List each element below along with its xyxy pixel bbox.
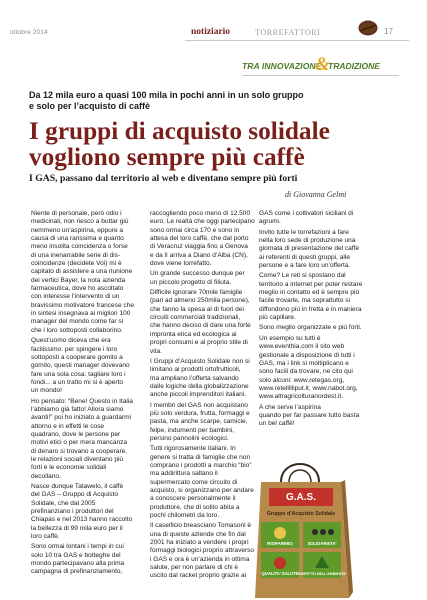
body-line: medicinali, non riesco a buttar giù (31, 218, 129, 226)
body-line: Un grande successo dunque per (150, 270, 245, 278)
body-line: solo 10 tra GAS e botteghe del (31, 551, 121, 559)
issue-date: ottobre 2014 (10, 29, 48, 36)
body-line: GAS come i coltivatori siciliani di (259, 210, 354, 217)
body-line: manager del mondo come far sì (31, 318, 124, 326)
body-line: www.altragricolturanordest.it. (259, 393, 344, 401)
body-line: di denaro si trovano a cooperare, (31, 447, 128, 455)
body-line: Tutti rigorosamente italiani. In (150, 445, 236, 453)
body-line: supermercato come circuito di (150, 478, 238, 486)
body-line: GAS, ma i link si moltiplicano e (259, 359, 349, 367)
kicker-line: Da 12 mila euro a quasi 100 mila in pochi anni in un solo gruppo (29, 90, 304, 100)
body-line: sono ormai circa 170 e sono in (150, 226, 240, 234)
body-line: fare una sola cosa: tagliare loro i (31, 370, 126, 378)
body-line: limitano ai prodotti ortofrutticoli, (150, 366, 241, 374)
body-line: un bel caffè! (259, 420, 295, 428)
body-line: mondo partecipavano alla prima (31, 560, 125, 568)
page-number: 17 (384, 27, 393, 36)
body-line: che fanno la spesa al di fuori dei (150, 305, 244, 313)
body-line: impronta etica ed ecologica ai (150, 330, 237, 338)
body-line: che i loro sottoposti collaborino. (31, 326, 123, 334)
body-line: prefinanziano i produttori del (31, 508, 114, 516)
body-line: motivi etici o per mera mancanza (31, 439, 128, 447)
body-line: pochi chilometri da loro. (150, 512, 220, 520)
body-line: di una inenarrabile serie di dis- (31, 251, 121, 259)
body-line: una di queste aziende che fin dal (150, 530, 246, 538)
body-line: un mondo! (31, 387, 62, 395)
body-line: Invito tutte le torrefazioni a fare (259, 228, 349, 236)
body-line: diffondono più in fretta e in maniera (259, 305, 362, 313)
body-line: ai referenti di questi gruppi, alle (259, 253, 350, 261)
body-line: produttore, che di solito abita a (150, 503, 240, 511)
body-line: giornata di presentazione del caffè (259, 245, 359, 253)
header-divider (185, 40, 409, 41)
body-line: con interesse l’intervento di un (31, 293, 120, 301)
body-paragraph (31, 543, 147, 576)
body-line: agrumi. (259, 218, 281, 226)
body-line: avanti!” poi ho iniziato a guardarmi (31, 414, 132, 422)
bag-subtitle: Gruppo d’Acquisto Solidale (266, 511, 336, 517)
body-line: attesa del loro caffè, che dal porto (150, 235, 249, 243)
body-paragraph (31, 210, 147, 335)
body-line: Come? Le reti si spostano dal (259, 272, 346, 280)
section-label-left: TRA INNOVAZIONE (242, 61, 322, 71)
body-paragraph (31, 483, 147, 541)
bag-tag-quality: QUALITA’ SALUTE (261, 571, 299, 576)
body-line: Il caseificio breasciano Tomasoni è (150, 522, 252, 530)
body-paragraph (150, 289, 260, 356)
article-byline: di Giovanna Gelmi (285, 190, 347, 199)
magazine-name: notiziario (191, 27, 231, 37)
body-line: raccogliendo poco meno di 12.500 (150, 210, 251, 217)
body-line: attorno e in effetti le cose (31, 422, 105, 430)
body-line: quadrano, dove le persone per (31, 430, 121, 438)
body-line: persino pannolini ecologici. (150, 434, 229, 442)
article-column-1 (31, 210, 147, 579)
section-label-ampersand: & (315, 54, 330, 75)
body-line: quando per far passare tutto basta (259, 411, 360, 419)
body-line: www.retellilliput.it, www.nabot.org, (259, 384, 358, 392)
article-subtitle: I GAS, passano dal territorio al web e diventano sempre più forti (29, 173, 298, 184)
body-line: campagna di prefinanziamento, (31, 568, 123, 576)
title-line: vogliono sempre più caffè (29, 143, 305, 171)
body-line: I Gruppi d’Acquisto Solidale non si (150, 357, 250, 365)
body-line: (pari ad almeno 250mila persone), (150, 297, 250, 305)
body-line: dove viene torrefatto. (150, 260, 212, 268)
bag-tag-environment: RISPETTO DELL’AMBIENTE (298, 572, 346, 576)
body-line: Quest’uomo diceva che era (31, 337, 111, 345)
body-line: e da lì arriva a Diano d’Alba (CN), (150, 251, 248, 259)
body-paragraph (259, 324, 389, 332)
body-line: nella loro sede di produzione una (259, 237, 356, 245)
body-paragraph (150, 522, 260, 580)
body-paragraph (150, 210, 260, 268)
body-line: solo alcuni: www.retegas.org, (259, 376, 345, 384)
body-line: Difficile ignorare 70mile famiglie (150, 289, 243, 297)
section-label-right: TRADIZIONE (328, 61, 380, 71)
body-paragraph (259, 272, 389, 322)
body-line: persone e a fare loro un’offerta. (259, 262, 351, 270)
body-line: un piccolo progetto di filiuta. (150, 278, 232, 286)
body-line: dei vertici Bayer, la nota azienda (31, 276, 126, 284)
body-line: i GAS e ora è un’azienda in ottima (150, 555, 250, 563)
body-line: circuiti commerciali tradizionali, (150, 314, 241, 322)
body-paragraph (31, 337, 147, 395)
body-line: vita. (150, 347, 163, 355)
body-line: propri consumi e al proprio stile di (150, 339, 248, 347)
article-column-3 (259, 210, 389, 431)
body-line: coincidenze (decidete Voi) mi è (31, 260, 122, 268)
body-line: felpe, indumenti per bambini, (150, 426, 235, 434)
body-line: del GAS – Gruppo di Acquisto (31, 491, 118, 499)
body-line: meno insolita coincidenza o forse (31, 243, 128, 251)
body-paragraph (150, 270, 260, 287)
body-line: ma ampliano l’offerta salvando (150, 374, 239, 382)
section-divider (242, 75, 399, 76)
body-line: nemmeno un’aspirina, eppure a (31, 226, 124, 234)
body-line: meglio in contatto ed è sempre più (259, 289, 360, 297)
body-paragraph (259, 210, 389, 227)
body-line: territorio a internet per poter restare (259, 280, 363, 288)
body-line: le relazioni sociali diventano più (31, 455, 124, 463)
body-line: Sono ormai lontani i tempi in cui (31, 543, 124, 551)
body-line: Chiapas e nel 2013 hanno raccolto (31, 516, 133, 524)
body-line: anche piccoli imprenditori italiani. (150, 391, 247, 399)
body-line: facilissimo: per spingere i loro (31, 345, 118, 353)
body-paragraph (259, 335, 389, 402)
body-line: dalle logiche della globalizzazione (150, 382, 249, 390)
body-line: Un esempio su tutti è (259, 334, 321, 342)
body-line: euro. Le realtà che oggi partecipano (150, 218, 255, 226)
title-line: I gruppi di acquisto solidale (29, 117, 330, 145)
body-line: salute, per non parlare di chi è (150, 564, 239, 572)
body-paragraph (259, 229, 389, 271)
kicker-line: e solo per l’acquisto di caffè (29, 101, 151, 112)
gas-shopping-bag-illustration (251, 452, 354, 600)
body-line: la bellezza di 99 mila euro per il (31, 524, 123, 532)
body-line: A che serve l’aspirina (259, 403, 321, 411)
body-line: facile trovarle, ma soprattutto si (259, 297, 350, 305)
body-line: in sintesi insegnava ai migliori 100 (31, 310, 131, 318)
article-kicker (29, 90, 389, 113)
body-line: Niente di personale, però odio i (31, 210, 122, 217)
body-line: sono facili da trovare, ne cito qui (259, 368, 353, 376)
body-line: Sono meglio organizzate e più forti. (259, 324, 362, 332)
body-line: bravissimo motivatore francese che (31, 301, 134, 309)
body-line: a conoscere personalmente il (150, 495, 236, 503)
body-line: I membri dei GAS non acquistano (150, 401, 248, 409)
bag-tag-savings: RISPARMIO (267, 541, 293, 546)
body-line: più capillare. (259, 314, 296, 322)
body-line: loro caffè. (31, 533, 60, 541)
body-line: sottoposti a cooperare gomito a (31, 353, 123, 361)
body-line: l’abbiamo già fatto! Allora siamo (31, 405, 124, 413)
body-line: capitato di assistere a una riunione (31, 268, 133, 276)
article-column-2 (150, 210, 260, 583)
body-paragraph (259, 404, 389, 429)
body-line: Solidale, che dal 2005 (31, 499, 96, 507)
body-line: formaggi biologici proprio attraverso (150, 547, 255, 555)
body-line: pasta, ma anche scarpe, camicie, (150, 418, 248, 426)
body-line: Ho pensato: “Bene! Questo in Italia (31, 397, 133, 405)
body-line: genere si tratta di famiglie che non (150, 453, 251, 461)
coffee-bean-icon (357, 19, 379, 37)
body-line: acquisto, si organizzano per andare (150, 487, 254, 494)
body-paragraph (150, 358, 260, 400)
body-paragraph (31, 398, 147, 481)
magazine-name-secondary: TORREFATTORI (255, 28, 321, 37)
body-paragraph (150, 445, 260, 520)
section-label (242, 54, 399, 75)
body-line: farmaceutica, dove ho ascoltato (31, 285, 124, 293)
page-header (0, 0, 427, 38)
bag-title: G.A.S. (285, 492, 317, 503)
body-line: gestionale a disposizione di tutti i (259, 351, 355, 359)
body-line: causa di una rarissima e quanto (31, 235, 124, 243)
body-line: comprano i prodotti a marchio “bio” (150, 461, 252, 469)
body-line: uscito dal racket proprio grazie ai (150, 572, 247, 580)
body-line: più solo verdura, frutta, formaggi e (150, 409, 250, 417)
body-line: www.eventhia.com il sito web (259, 343, 345, 351)
body-line: fondi... a un tratto mi si è aperto (31, 378, 124, 386)
body-line: Nasce dunque Tatawelo, il caffè (31, 483, 124, 490)
body-line: decollano. (31, 472, 61, 480)
body-line: che hanno deciso di dare una forte (150, 322, 251, 330)
body-line: di Veracruz viaggia fino a Genova (150, 243, 248, 251)
article-title (29, 118, 409, 170)
bag-tag-solidarity: SOLIDARIETA’ (307, 541, 337, 546)
body-line: forti e le economie solidali (31, 464, 107, 472)
body-line: gomito, questi manager dovevano (31, 362, 130, 370)
body-paragraph (150, 402, 260, 444)
body-line: 2001 ha iniziato a vendere i propri (150, 539, 249, 547)
body-line: ma addirittura saltano il (150, 470, 218, 478)
